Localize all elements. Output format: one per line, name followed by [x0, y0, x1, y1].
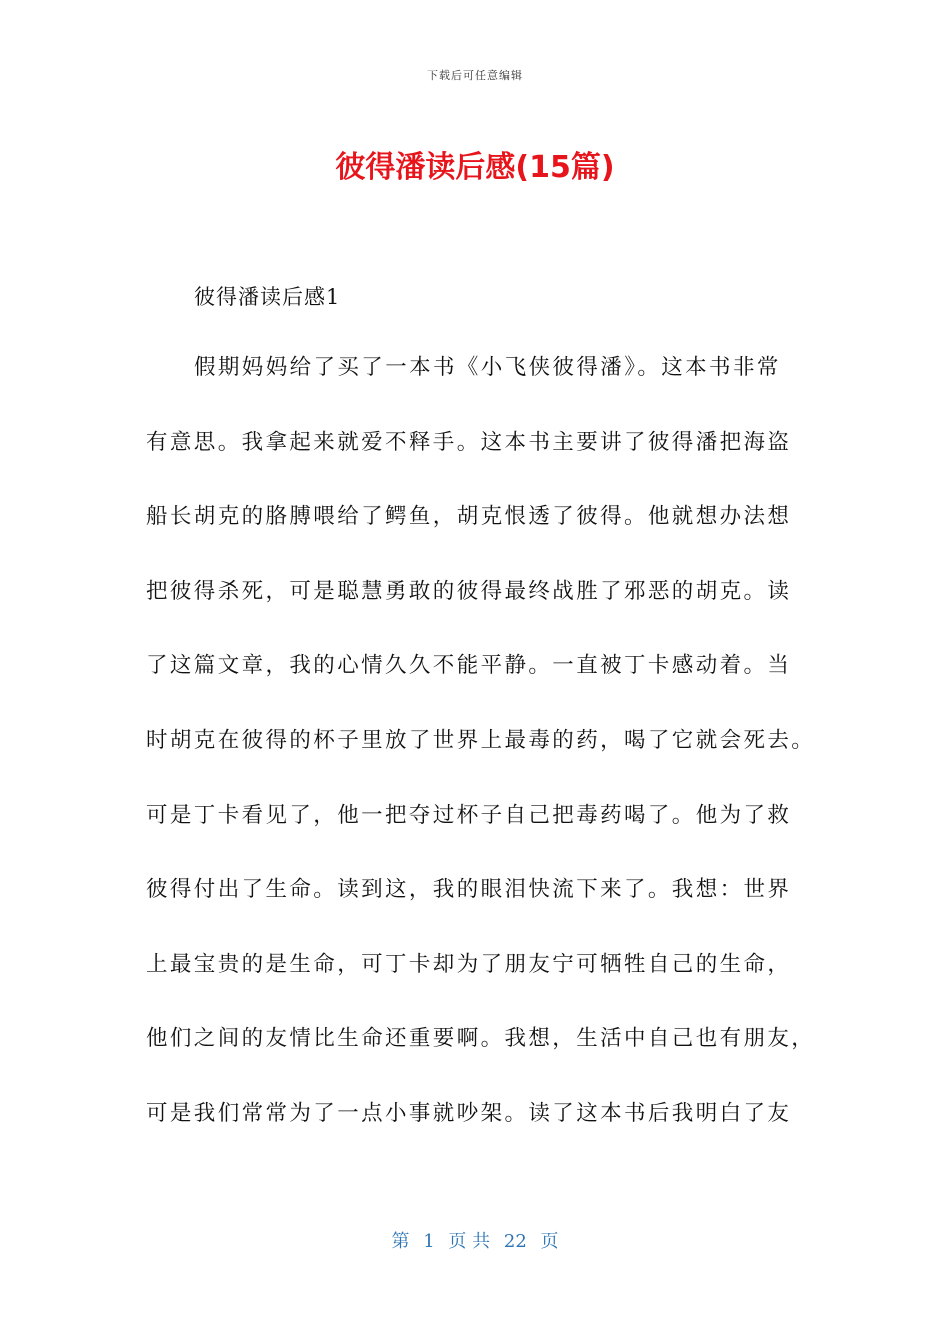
text-line: 了这篇文章，我的心情久久不能平静。一直被丁卡感动着。当 [146, 653, 792, 679]
text-line: 彼得付出了生命。读到这，我的眼泪快流下来了。我想：世界 [146, 877, 792, 903]
header-note: 下载后可任意编辑 [427, 69, 523, 82]
text-line: 船长胡克的胳膊喂给了鳄鱼，胡克恨透了彼得。他就想办法想 [146, 504, 792, 530]
section-heading: 彼得潘读后感1 [194, 285, 341, 309]
body-text [146, 350, 816, 1171]
text-line: 时胡克在彼得的杯子里放了世界上最毒的药，喝了它就会死去。 [146, 727, 816, 753]
text-line: 把彼得杀死，可是聪慧勇敢的彼得最终战胜了邪恶的胡克。读 [146, 578, 792, 604]
footer-total-pages: 22 [503, 1231, 527, 1252]
text-line: 假期妈妈给了买了一本书《小飞侠彼得潘》。这本书非常 [194, 355, 781, 380]
text-line: 可是我们常常为了一点小事就吵架。读了这本书后我明白了友 [146, 1100, 792, 1126]
footer-prefix: 第 [391, 1231, 410, 1252]
text-line: 有意思。我拿起来就爱不释手。这本书主要讲了彼得潘把海盗 [146, 429, 792, 455]
text-line: 可是丁卡看见了，他一把夺过杯子自己把毒药喝了。他为了救 [146, 802, 792, 828]
footer-suffix: 页 [540, 1231, 559, 1252]
footer-current-page: 1 [423, 1231, 435, 1252]
page-footer [0, 1227, 950, 1253]
text-line: 上最宝贵的是生命，可丁卡却为了朋友宁可牺牲自己的生命， [146, 951, 792, 977]
document-title: 彼得潘读后感(15篇) [335, 150, 615, 185]
text-line: 他们之间的友情比生命还重要啊。我想，生活中自己也有朋友， [146, 1026, 816, 1052]
footer-middle: 页 共 [448, 1231, 491, 1252]
